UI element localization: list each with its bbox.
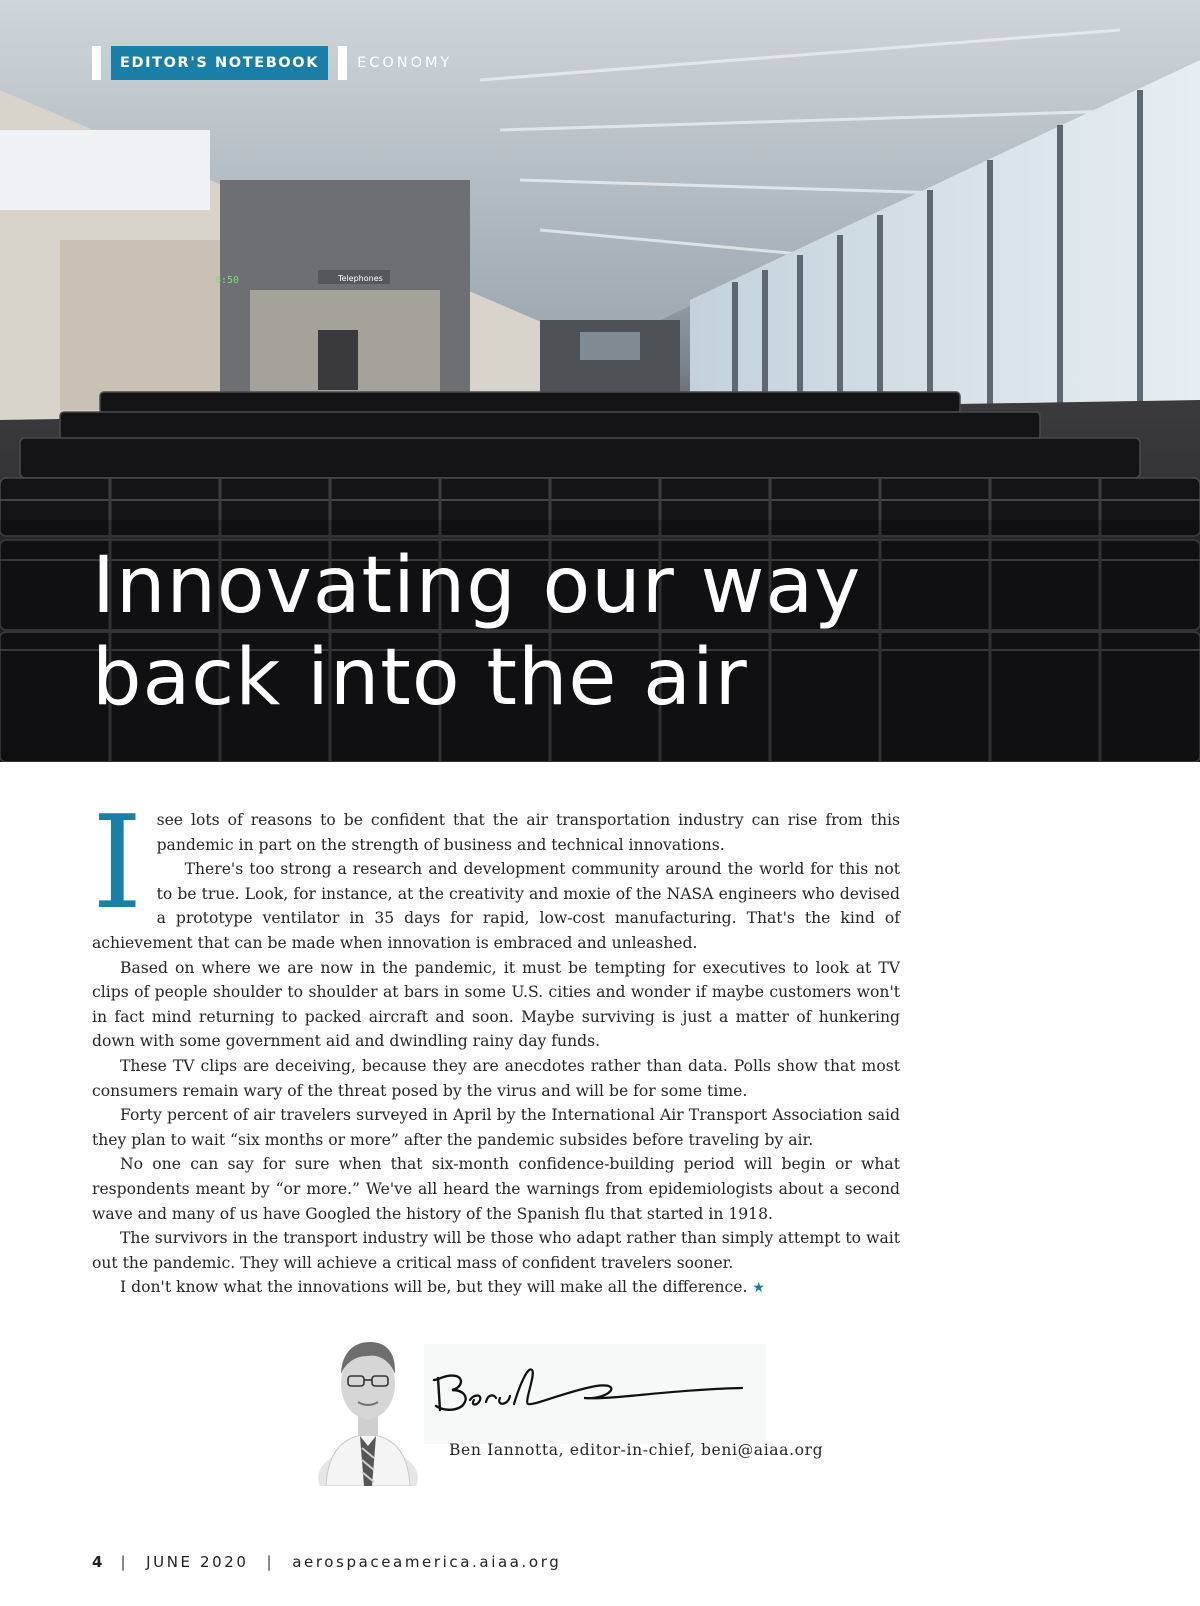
page-number: 4 [92,1553,103,1571]
kicker [92,46,452,80]
footer-divider: | [120,1553,129,1571]
author-byline: Ben Iannotta, editor-in-chief, beni@aiaa.org [449,1441,824,1459]
headline [92,540,1092,724]
handwritten-signature [424,1344,766,1444]
article-paragraph: Forty percent of air travelers surveyed in April by the International Air Transport Association said they plan to wait “six months or more” after the pandemic subsides before traveling by air. [92,1106,900,1149]
column-label: EDITOR'S NOTEBOOK [111,46,328,80]
article-paragraph: I see lots of reasons to be confident that the air transportation industry can rise from this pandemic in part on the strength of business and technical innovations. [92,789,900,938]
article-body [92,789,900,1301]
hero-photo [0,0,1200,762]
website-url: aerospaceamerica.aiaa.org [292,1553,562,1571]
kicker-bar [92,46,101,80]
article-paragraph: Based on where we are now in the pandemic, it must be tempting for executives to look at TV clips of people shoulder to shoulder at bars in some U.S. cities and wonder if maybe customers won't in fact mind returning to packed aircraft and soon. Maybe surviving is just a matter of hunkering down with some government aid and dwindling rainy day funds. [92,958,900,1051]
article-paragraph: These TV clips are deceiving, because they are anecdotes rather than data. Polls show that most consumers remain wary of the threat posed by the virus and will be for some time. [92,1056,900,1100]
footer-divider: | [266,1553,275,1571]
issue-date: JUNE 2020 [146,1553,249,1571]
article-paragraph: No one can say for sure when that six-month confidence-building period will begin or what respondents meant by “or more.” We've all heard the warnings from epidemiologists about a second wave and many of us have Googled the history of the Spanish flu that started in 1918. [92,1155,900,1223]
drop-cap: I [92,789,143,938]
article-paragraph: I don't know what the innovations will be, but they will make all the difference. ★ [120,1278,765,1297]
end-star-icon: ★ [752,1280,765,1297]
article-paragraph: There's too strong a research and development community around the world for this not to be true. Look, for instance, at the creativity and moxie of the NASA engineers who devised a prototype ventilator in 35 days for rapid, low-cost manufacturing. That's the kind of achievement that can be made when innovation is embraced and unleashed. [92,860,900,952]
author-portrait [318,1328,418,1486]
departure-clock: 6:50 [215,275,240,286]
signature-panel [424,1344,766,1444]
page-footer [92,1553,561,1571]
kicker-bar [338,46,347,80]
headline-line-1: Innovating our way [92,541,862,631]
telephones-sign: Telephones [338,274,383,283]
headline-line-2: back into the air [92,633,748,723]
section-label: ECONOMY [357,55,453,71]
article-paragraph: The survivors in the transport industry will be those who adapt rather than simply attempt to wait out the pandemic. They will achieve a critical mass of confident travelers sooner. [92,1229,900,1272]
